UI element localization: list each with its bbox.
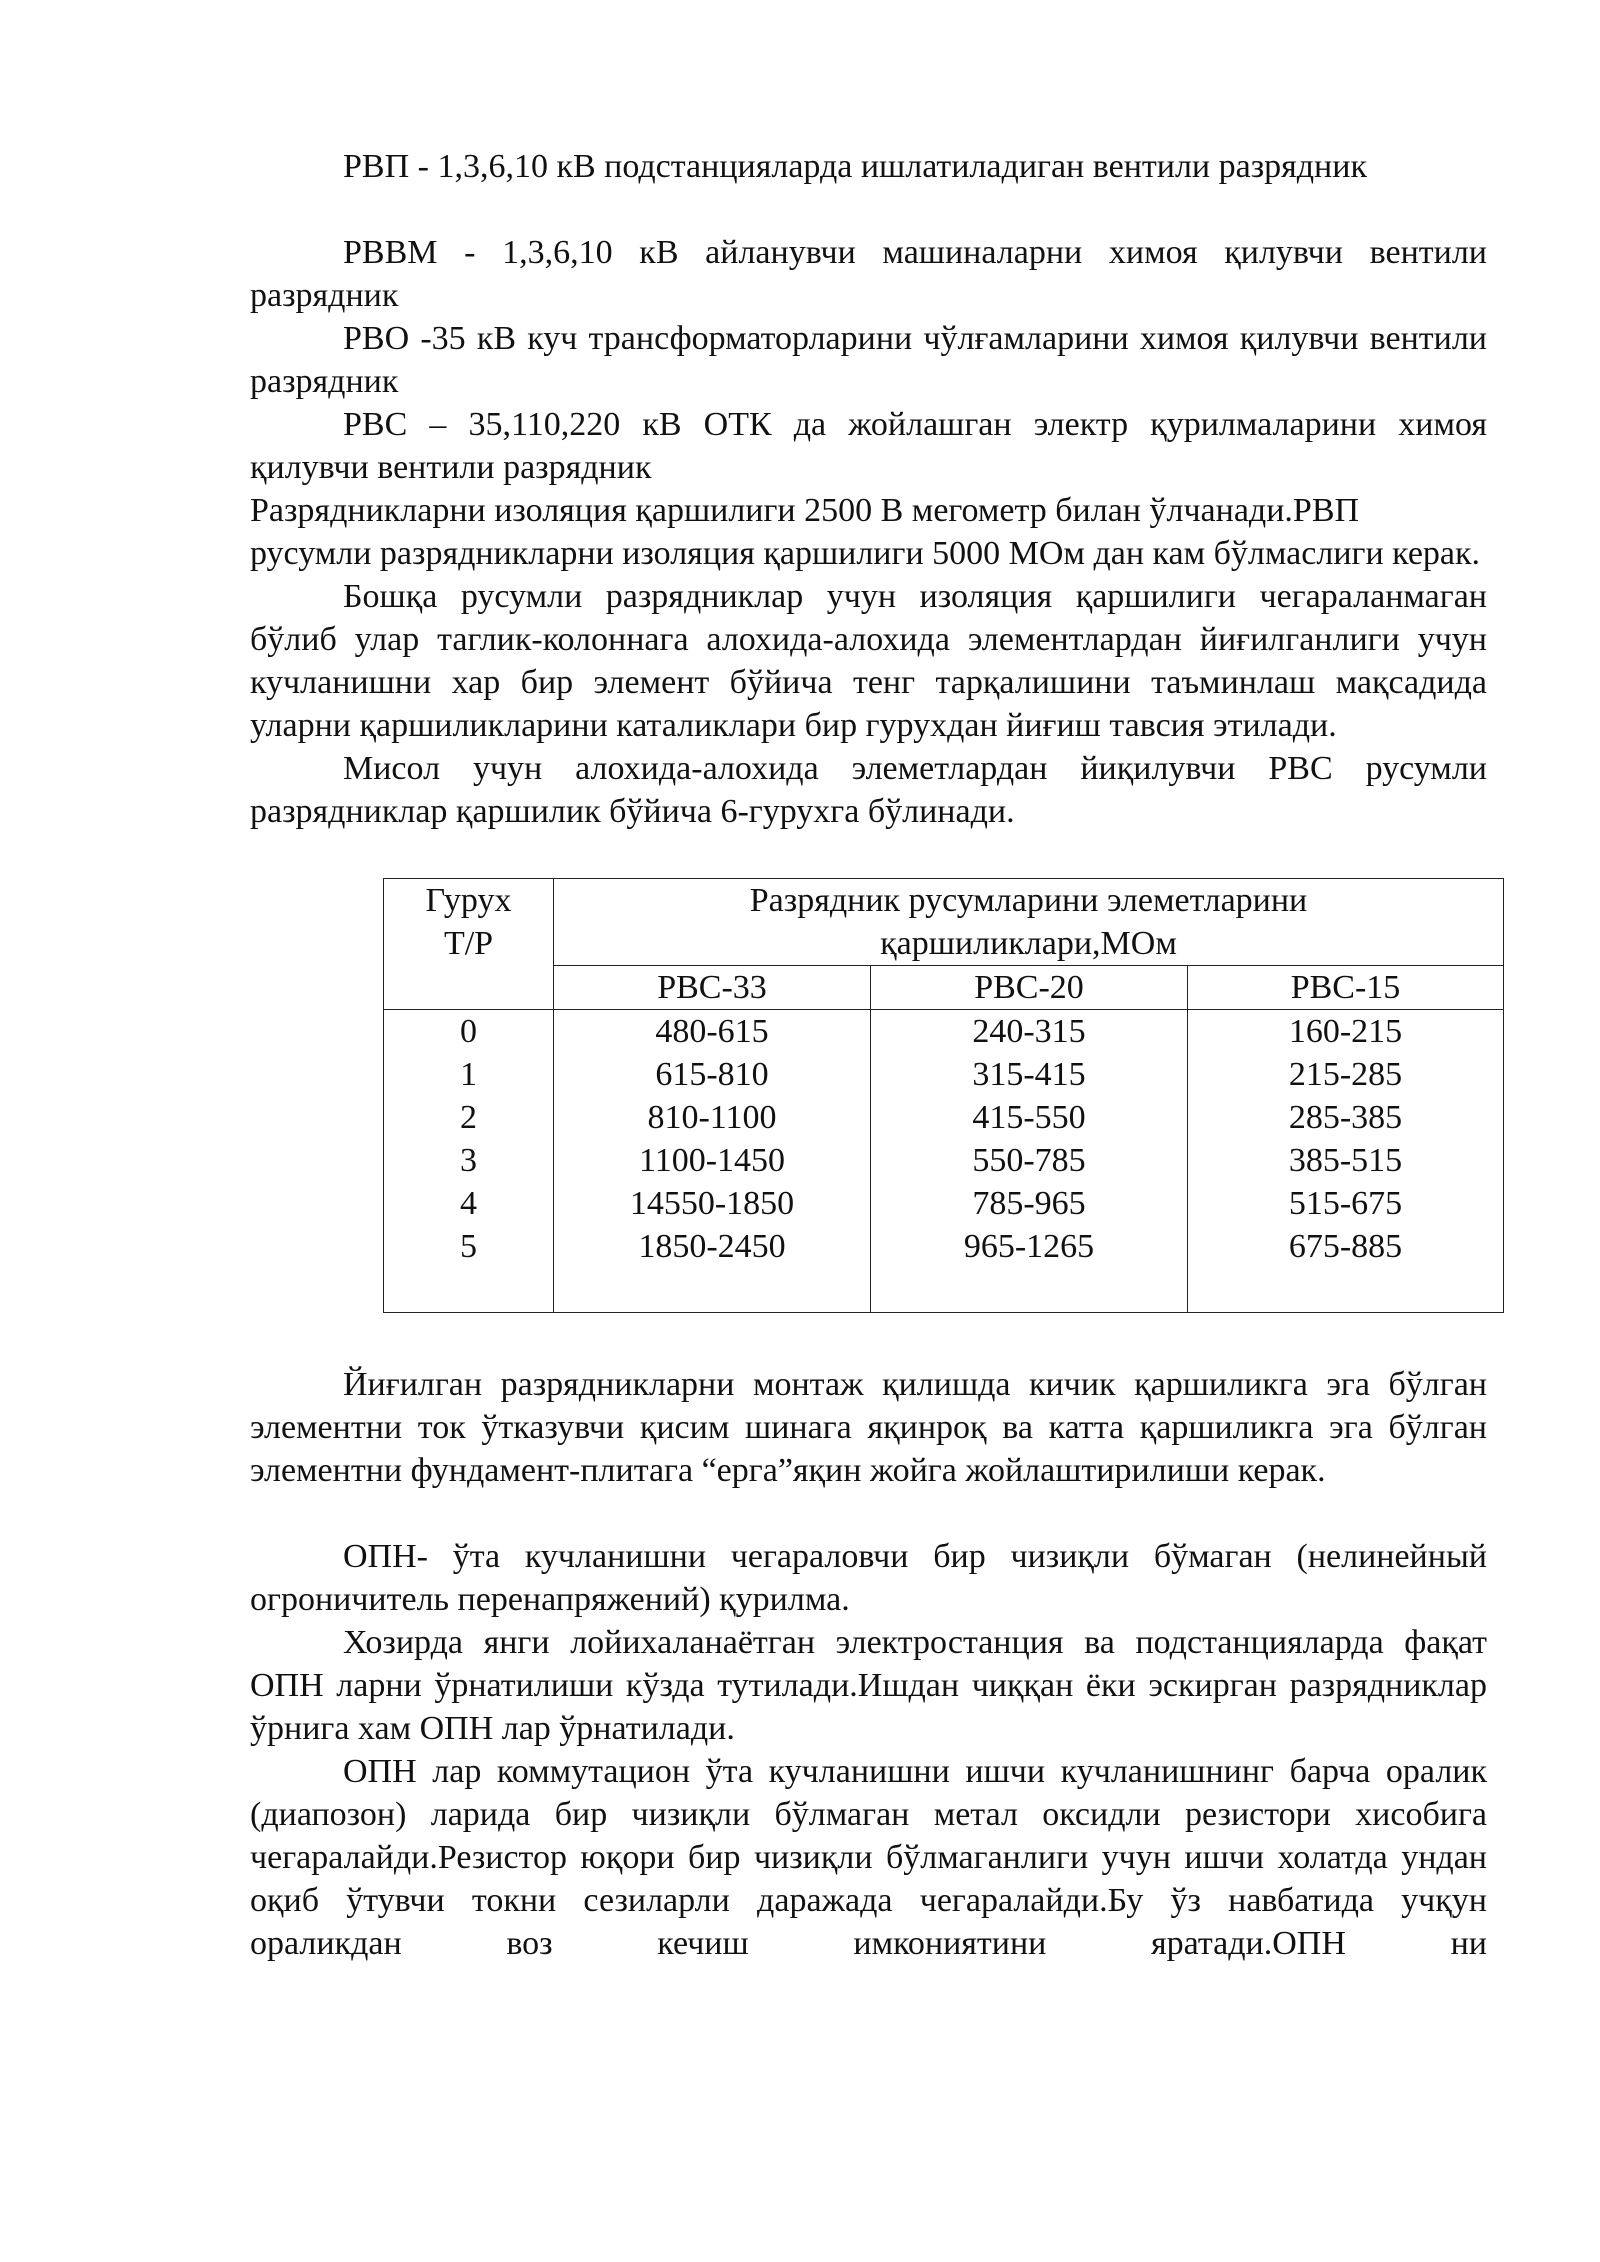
table-cell-rvs20: 240-315 xyxy=(972,1013,1086,1050)
table-cell-rvs33: 1850-2450 xyxy=(638,1228,786,1265)
table-cell-rvs20: 785-965 xyxy=(972,1185,1086,1222)
rvs15-column xyxy=(1188,1010,1504,1313)
rvs20-column xyxy=(871,1010,1188,1313)
table-cell-rvs15: 285-385 xyxy=(1288,1099,1403,1136)
table-cell-rvs33: 14550-1850 xyxy=(629,1185,795,1222)
group-header-cell: Гурух Т/Р xyxy=(384,879,554,1010)
paragraph-rvo: РВО -35 кВ куч трансформаторларини чўлғамларини химоя қилувчи вентили разрядник xyxy=(250,320,1487,400)
spacer xyxy=(250,188,1487,231)
lower-section xyxy=(250,1363,1487,1965)
column-header-rvs15: РВС-15 xyxy=(1188,966,1504,1010)
table-cell-rvs15: 160-215 xyxy=(1288,1013,1403,1050)
table-cell-group: 2 xyxy=(460,1099,477,1136)
paragraph-opn-operation: ОПН лар коммутацион ўта кучланишни ишчи кучланишнинг барча оралик (диапозон) ларида бир чизиқли бўлмаган метал оксидли резистори хисобига чегаралайди.Резистор юқори бир чизиқли бўлмаганлиги учун ишчи холатда ундан оқиб ўтувчи токни сезиларли даражада чегаралайди.Бу ўз навбатида учқун ораликдан воз кечиш имкониятини яратади.ОПН ни xyxy=(250,1753,1487,1962)
table-body-row xyxy=(384,1010,1504,1313)
table-cell-group: 4 xyxy=(460,1185,477,1222)
table-container xyxy=(383,878,1487,1313)
paragraph-other-types: Бошқа русумли разрядниклар учун изоляция қаршилиги чегараланмаган бўлиб улар таглик-колоннага алохида-алохида элементлардан йиғилганлиги учун кучланишни хар бир элемент бўйича тенг тарқалишини таъминлаш мақсадида уларни қаршиликларини каталиклари бир гурухдан йиғиш тавсия этилади. xyxy=(250,578,1487,744)
paragraph-opn-definition: ОПН- ўта кучланишни чегараловчи бир чизиқли бўмаган (нелинейный огроничитель перенапряжений) қурилма. xyxy=(250,1538,1487,1618)
group-column xyxy=(384,1010,554,1313)
table-cell-rvs33: 810-1100 xyxy=(647,1099,777,1136)
paragraph-mounting: Йиғилган разрядникларни монтаж қилишда кичик қаршиликга эга бўлган элементни ток ўтказувчи қисим шинага яқинроқ ва катта қаршиликга эга бўлган элементни фундамент-плитага “ерга”яқин жойга жойлаштирилиши керак. xyxy=(250,1366,1487,1489)
paragraph-rvp: РВП - 1,3,6,10 кВ подстанцияларда ишлатиладиган вентили разрядник xyxy=(343,148,1367,185)
column-header-rvs33: РВС-33 xyxy=(554,966,871,1010)
table-cell-rvs15: 215-285 xyxy=(1288,1056,1403,1093)
main-header-cell: Разрядник русумларини элеметларини қаршиликлари,МОм xyxy=(554,879,1504,966)
paragraph-opn-installation: Хозирда янги лойихаланаётган электростанция ва подстанцияларда фақат ОПН ларни ўрнатилиши кўзда тутилади.Ишдан чиққан ёки эскирган разрядниклар ўрнига хам ОПН лар ўрнатилади. xyxy=(250,1624,1487,1747)
paragraph-rvvm: РВВМ - 1,3,6,10 кВ айланувчи машиналарни химоя қилувчи вентили разрядник xyxy=(250,234,1487,314)
table-header-row xyxy=(384,879,1504,966)
table-cell-rvs20: 965-1265 xyxy=(963,1228,1095,1265)
table-cell-group: 5 xyxy=(460,1228,477,1265)
document-page xyxy=(250,145,1487,1965)
table-cell-group: 3 xyxy=(460,1142,477,1179)
table-cell-rvs20: 415-550 xyxy=(972,1099,1086,1136)
table-cell-group: 1 xyxy=(460,1056,477,1093)
spacer xyxy=(250,1492,1487,1535)
table-cell-rvs15: 385-515 xyxy=(1288,1142,1403,1179)
table-cell-rvs20: 315-415 xyxy=(972,1056,1086,1093)
paragraph-rvs: РВС – 35,110,220 кВ ОТК да жойлашган электр қурилмаларини химоя қилувчи вентили разрядник xyxy=(250,406,1487,486)
resistance-table xyxy=(383,878,1504,1313)
table-cell-rvs33: 1100-1450 xyxy=(638,1142,786,1179)
table-cell-rvs33: 480-615 xyxy=(655,1013,769,1050)
table-cell-rvs15: 515-675 xyxy=(1288,1185,1403,1222)
paragraph-insulation: Разрядникларни изоляция қаршилиги 2500 В мегометр билан ўлчанади.РВП русумли разрядникларни изоляция қаршилиги 5000 МОм дан кам бўлмаслиги керак. xyxy=(250,492,1481,572)
rvs33-column xyxy=(554,1010,871,1313)
table-cell-rvs33: 615-810 xyxy=(655,1056,769,1093)
table-cell-group: 0 xyxy=(460,1013,477,1050)
paragraph-example: Мисол учун алохида-алохида элеметлардан йиқилувчи РВС русумли разрядниклар қаршилик бўйича 6-гурухга бўлинади. xyxy=(250,750,1487,830)
table-cell-rvs20: 550-785 xyxy=(972,1142,1086,1179)
column-header-rvs20: РВС-20 xyxy=(871,966,1188,1010)
table-cell-rvs15: 675-885 xyxy=(1288,1228,1403,1265)
